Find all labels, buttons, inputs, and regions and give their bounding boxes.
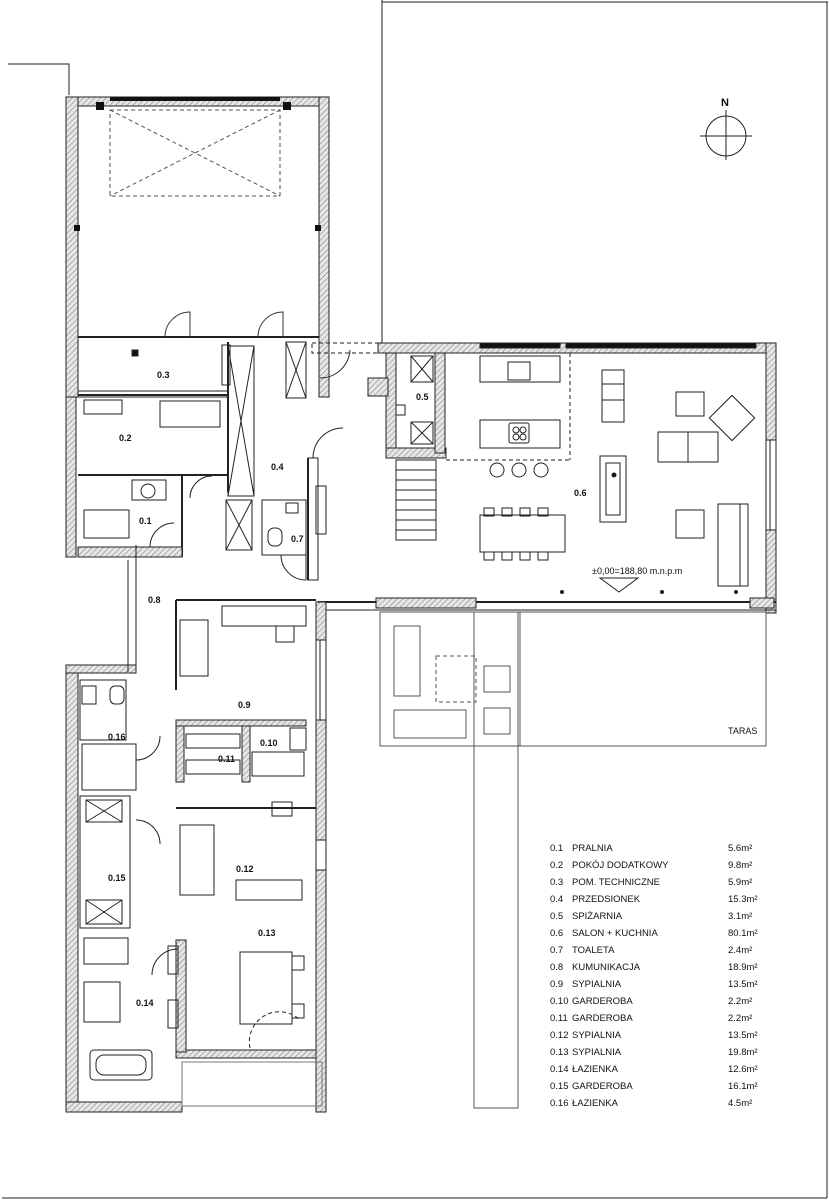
legend-id-0-10: 0.10 bbox=[550, 996, 569, 1007]
room-label-0-16: 0.16 bbox=[108, 732, 126, 742]
room-label-0-1: 0.1 bbox=[139, 516, 152, 526]
legend-area-0-4: 15.3m² bbox=[728, 894, 758, 905]
service-wing bbox=[66, 342, 350, 580]
legend-name-0-8: KUMUNIKACJA bbox=[572, 962, 641, 973]
room-labels bbox=[108, 370, 587, 1008]
legend-name-0-1: PRALNIA bbox=[572, 843, 613, 854]
legend-id-0-9: 0.9 bbox=[550, 979, 564, 990]
legend-id-0-4: 0.4 bbox=[550, 894, 564, 905]
legend-area-0-16: 4.5m² bbox=[728, 1098, 753, 1109]
legend-area-0-3: 5.9m² bbox=[728, 877, 753, 888]
legend-id-0-1: 0.1 bbox=[550, 843, 564, 854]
legend-area-0-2: 9.8m² bbox=[728, 860, 753, 871]
room-label-0-15: 0.15 bbox=[108, 873, 126, 883]
legend-area-0-1: 5.6m² bbox=[728, 843, 753, 854]
legend-area-0-9: 13.5m² bbox=[728, 979, 758, 990]
legend-id-0-5: 0.5 bbox=[550, 911, 564, 922]
legend-id-0-8: 0.8 bbox=[550, 962, 564, 973]
legend-area-0-5: 3.1m² bbox=[728, 911, 753, 922]
north-label: N bbox=[721, 97, 729, 109]
legend-name-0-4: PRZEDSIONEK bbox=[572, 894, 641, 905]
room-label-0-14: 0.14 bbox=[136, 998, 154, 1008]
elevation-note: ±0,00=188,80 m.n.p.m bbox=[592, 566, 683, 576]
legend-id-0-14: 0.14 bbox=[550, 1064, 569, 1075]
legend-id-0-2: 0.2 bbox=[550, 860, 564, 871]
legend-id-0-12: 0.12 bbox=[550, 1030, 569, 1041]
legend-name-0-9: SYPIALNIA bbox=[572, 979, 622, 990]
legend-name-0-15: GARDEROBA bbox=[572, 1081, 633, 1092]
legend-area-0-10: 2.2m² bbox=[728, 996, 753, 1007]
bedroom-wing bbox=[66, 545, 326, 1112]
legend-id-0-6: 0.6 bbox=[550, 928, 564, 939]
legend-id-0-11: 0.11 bbox=[550, 1013, 568, 1024]
room-label-0-10: 0.10 bbox=[260, 738, 278, 748]
room-label-0-4: 0.4 bbox=[271, 462, 284, 472]
living-wing bbox=[312, 343, 776, 613]
room-label-0-5: 0.5 bbox=[416, 392, 429, 402]
legend-id-0-7: 0.7 bbox=[550, 945, 564, 956]
stairs bbox=[396, 460, 436, 540]
legend-area-0-15: 16.1m² bbox=[728, 1081, 758, 1092]
legend-area-0-6: 80.1m² bbox=[728, 928, 758, 939]
legend-name-0-3: POM. TECHNICZNE bbox=[572, 877, 660, 888]
terrace-label: TARAS bbox=[728, 726, 758, 736]
legend-id-0-3: 0.3 bbox=[550, 877, 564, 888]
room-label-0-3: 0.3 bbox=[157, 370, 170, 380]
legend-name-0-13: SYPIALNIA bbox=[572, 1047, 622, 1058]
legend-name-0-12: SYPIALNIA bbox=[572, 1030, 622, 1041]
legend-area-0-12: 13.5m² bbox=[728, 1030, 758, 1041]
room-label-0-11: 0.11 bbox=[218, 754, 236, 764]
legend-name-0-10: GARDEROBA bbox=[572, 996, 633, 1007]
legend-name-0-16: ŁAZIENKA bbox=[572, 1098, 618, 1109]
legend-id-0-13: 0.13 bbox=[550, 1047, 569, 1058]
room-label-0-9: 0.9 bbox=[238, 700, 251, 710]
room-label-0-13: 0.13 bbox=[258, 928, 276, 938]
legend-area-0-13: 19.8m² bbox=[728, 1047, 758, 1058]
legend-name-0-7: TOALETA bbox=[572, 945, 615, 956]
legend-id-0-15: 0.15 bbox=[550, 1081, 569, 1092]
room-label-0-7: 0.7 bbox=[291, 534, 304, 544]
room-label-0-12: 0.12 bbox=[236, 864, 254, 874]
room-label-0-2: 0.2 bbox=[119, 433, 132, 443]
legend-name-0-6: SALON + KUCHNIA bbox=[572, 928, 658, 939]
room-label-0-6: 0.6 bbox=[574, 488, 587, 498]
legend-name-0-5: SPIŻARNIA bbox=[572, 911, 623, 922]
legend-area-0-11: 2.2m² bbox=[728, 1013, 753, 1024]
legend-name-0-14: ŁAZIENKA bbox=[572, 1064, 618, 1075]
legend-area-0-7: 2.4m² bbox=[728, 945, 753, 956]
room-label-0-8: 0.8 bbox=[148, 595, 161, 605]
legend-name-0-11: GARDEROBA bbox=[572, 1013, 633, 1024]
room-legend bbox=[550, 843, 758, 1109]
north-compass bbox=[700, 97, 752, 160]
legend-name-0-2: POKÓJ DODATKOWY bbox=[572, 860, 669, 871]
legend-area-0-8: 18.9m² bbox=[728, 962, 758, 973]
legend-id-0-16: 0.16 bbox=[550, 1098, 569, 1109]
legend-area-0-14: 12.6m² bbox=[728, 1064, 758, 1075]
